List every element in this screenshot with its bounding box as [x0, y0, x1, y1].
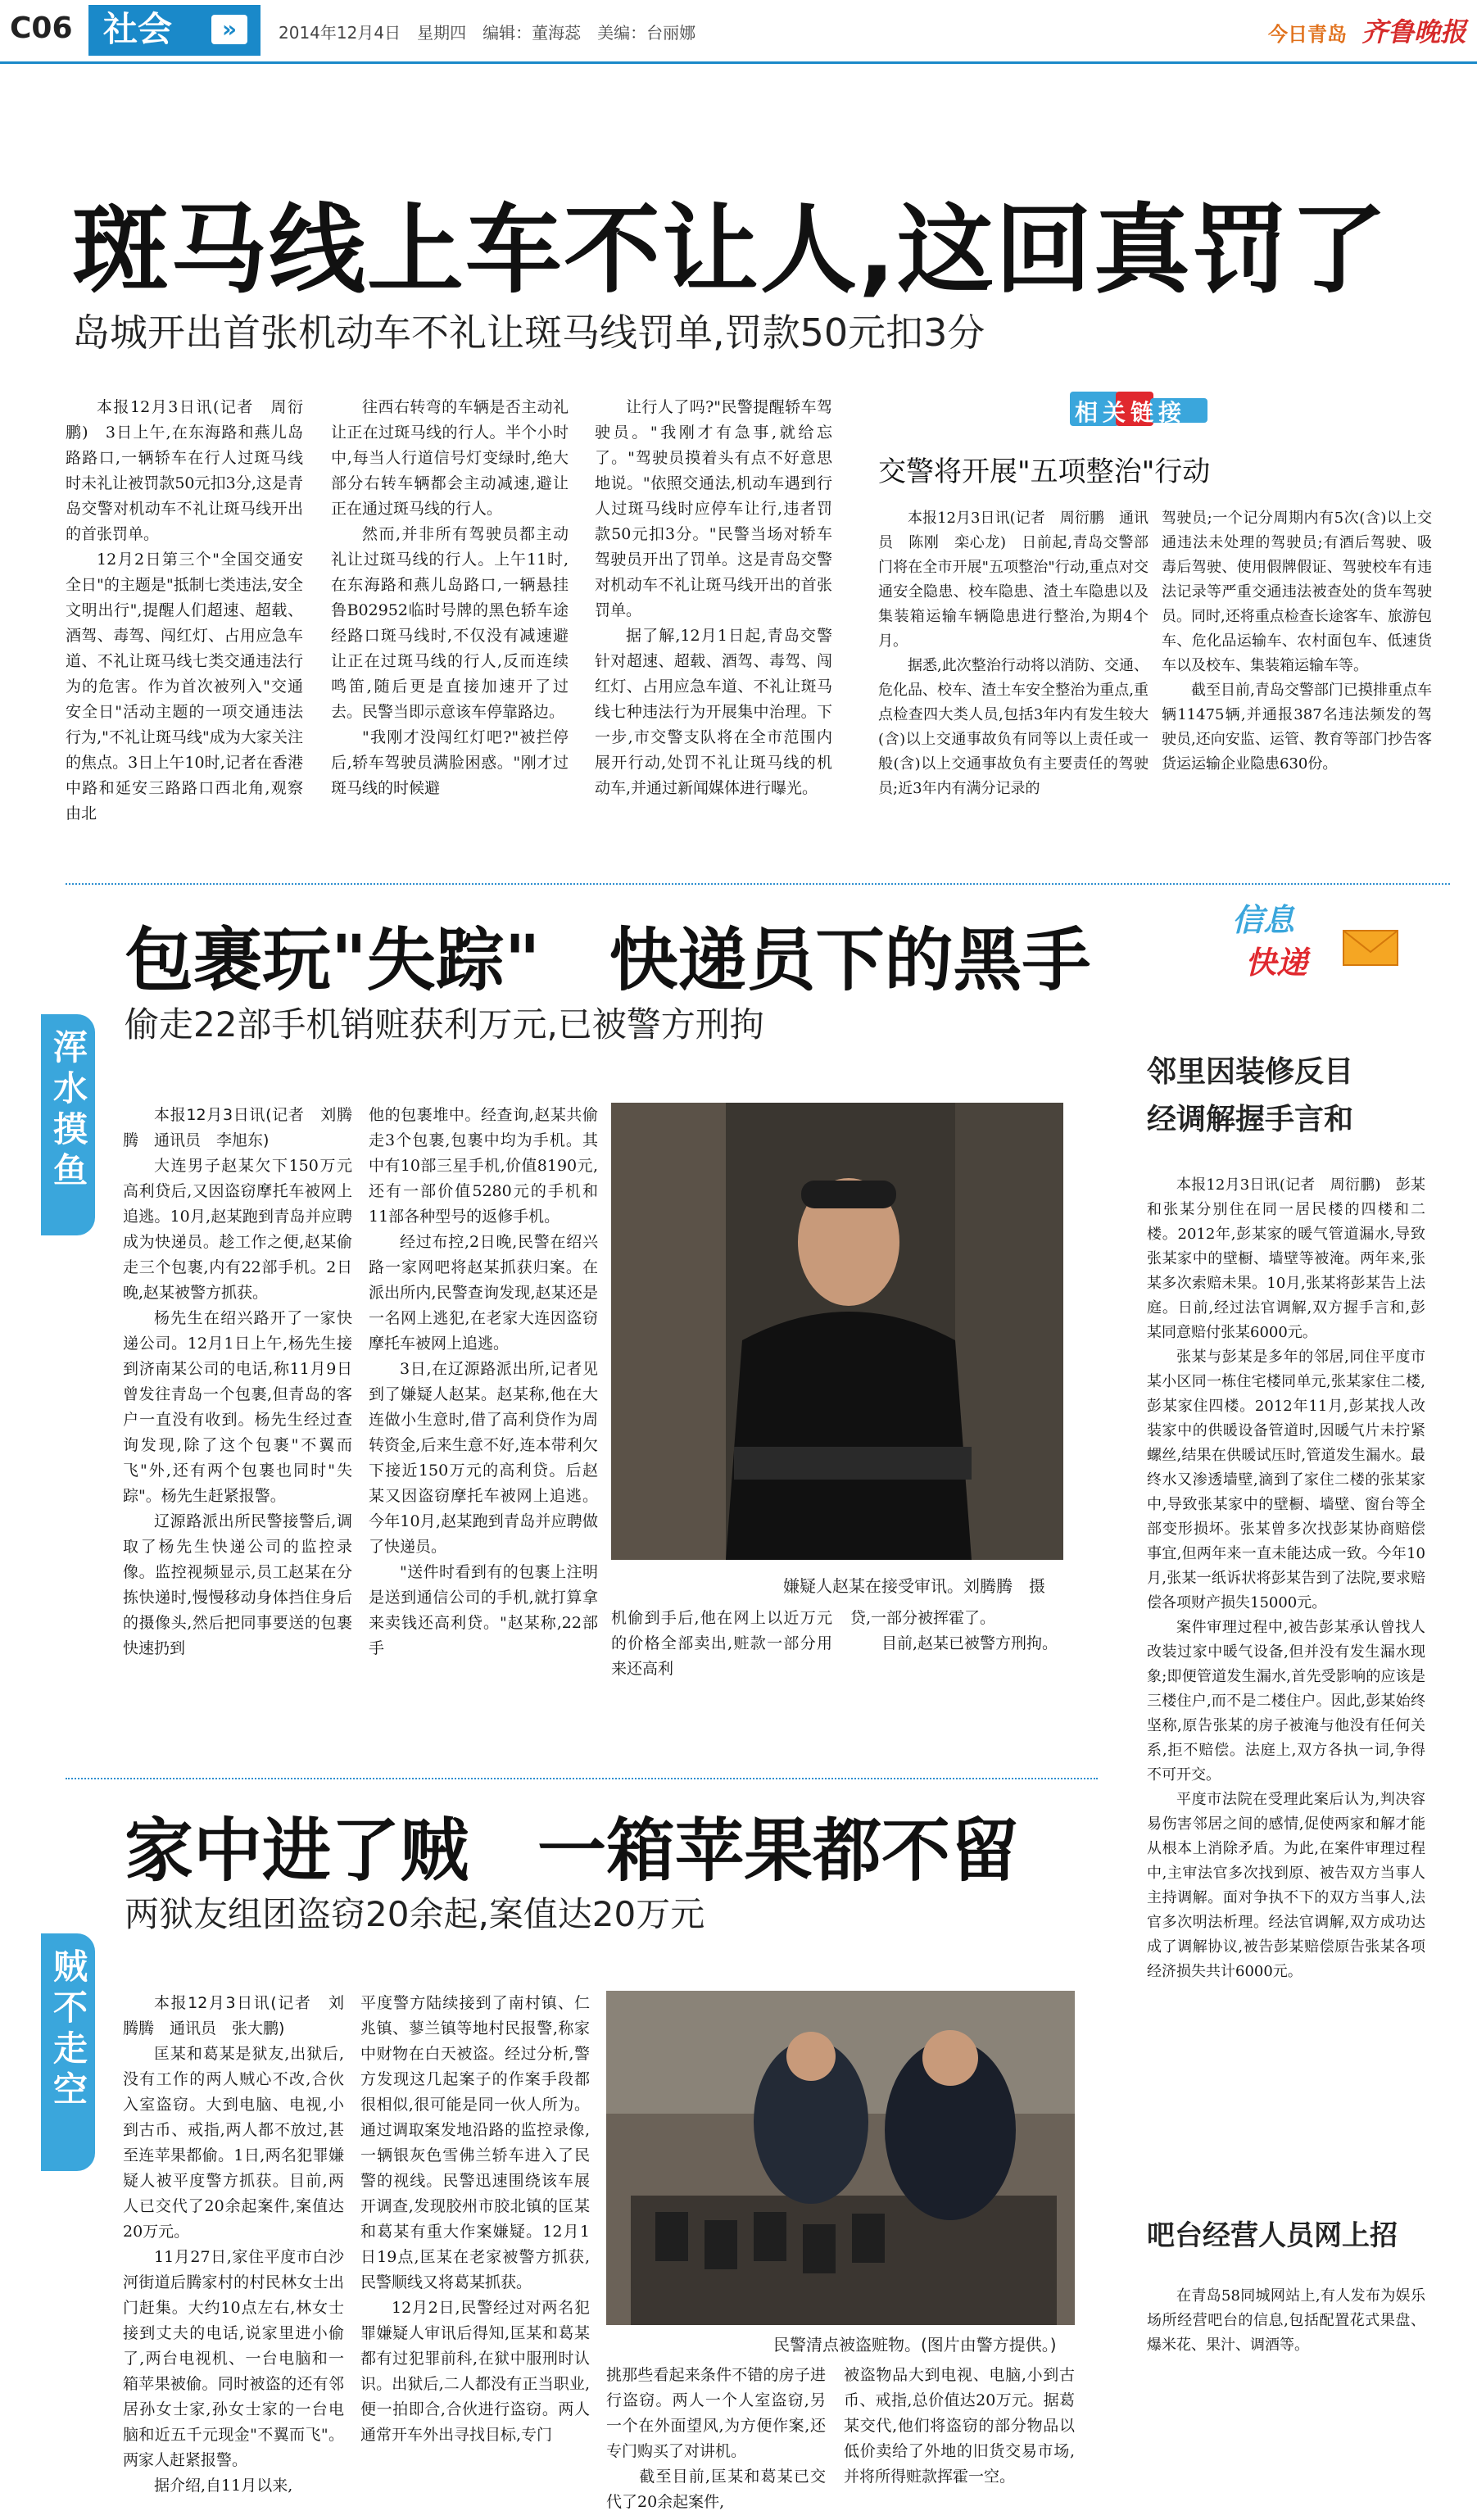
right-story-paragraph: 案件审理过程中,被告彭某承认曾找人改装过家中暖气设备,但并没有发生漏水现象;即便管道发生漏水,首先受影响的应该是三楼住户,而不是二楼住户。因此,彭某始终坚称,原告张某的房子被淹与他没有任何关系,拒不赔偿。法庭上,双方各执一词,争得不可开交。: [1147, 1619, 1425, 1783]
story1-subtitle: 岛城开出首张机动车不礼让斑马线罚单,罚款50元扣3分: [72, 310, 985, 355]
stolen-goods-photo: [606, 1991, 1075, 2325]
story3-paragraph: 匡某和葛某是狱友,出狱后,没有工作的两人贼心不改,合伙入室盗窃。大到电脑、电视,小到古币、戒指,两人都不放过,甚至连苹果都偷。1日,两名犯罪嫌疑人被平度警方抓获。目前,两人已交代了20余起案件,案值达20万元。: [123, 2045, 344, 2241]
page-number: C06: [10, 11, 73, 45]
section-divider: [66, 883, 1450, 885]
story2-paragraph: "送件时看到有的包裹上注明是送到通信公司的手机,就打算拿来卖钱还高利贷。"赵某称,22部手: [369, 1563, 598, 1657]
sidebar-paragraph: 驾驶员;一个记分周期内有5次(含)以上交通违法未处理的驾驶员;有酒后驾驶、吸毒后驾驶、使用假牌假证、驾驶校车有违法记录等严重交通违法被查处的货车驾驶员。同时,还将重点检查长途客车、旅游包车、危化品运输车、农村面包车、低速货车以及校车、集装箱运输车等。: [1162, 510, 1432, 674]
right-story-paragraph: 张某与彭某是多年的邻居,同住平度市某小区同一栋住宅楼同单元,张某家住二楼,彭某家住四楼。2012年11月,彭某找人改装家中的供暖设备管道时,因暖气片未拧紧螺丝,结果在供暖试压时,管道发生漏水。最终水又渗透墙壁,滴到了家住二楼的张某家中,导致张某家中的壁橱、墙壁、窗台等全部变形损坏。张某曾多次找彭某协商赔偿事宜,但两年来一直未能达成一致。今年10月,张某一纸诉状将彭某告到了法院,要求赔偿各项财产损失15000元。: [1147, 1348, 1425, 1611]
stolen-goods-photo-caption: 民警清点被盗赃物。(图片由警方提供。): [773, 2335, 1057, 2355]
ad-note-paragraph: 在青岛58同城网站上,有人发布为娱乐场所经营吧台的信息,包括配置花式果盘、爆米花、果汁、调酒等。: [1147, 2287, 1425, 2354]
story2-column-1: [123, 1103, 352, 1661]
section-arrows-icon: »: [211, 15, 247, 44]
story3-paragraph: 11月27日,家住平度市白沙河街道后腾家村的村民林女士出门赶集。大约10点左右,林女士接到丈夫的电话,说家里进小偷了,两台电视机、一台电脑和一箱苹果被偷。同时被盗的还有邻居孙女士家,孙女士家的一台电脑和近五千元现金"不翼而飞"。两家人赶紧报警。: [123, 2248, 344, 2469]
right-story-title-line-2: 经调解握手言和: [1147, 1103, 1354, 1136]
story2-subtitle: 偷走22部手机销赃获利万元,已被警方刑拘: [125, 1004, 764, 1045]
story3-paragraph: 平度警方陆续接到了南村镇、仁兆镇、蓼兰镇等地村民报警,称家中财物在白天被盗。经过分析,警方发现这几起案子的作案手段都很相似,很可能是同一伙人所为。通过调取案发地沿路的监控录像,一辆银灰色雪佛兰轿车进入了民警的视线。民警迅速围绕该车展开调查,发现胶州市胶北镇的匡某和葛某有重大作案嫌疑。12月1日19点,匡某在老家被警方抓获,民警顺线又将葛某抓获。: [360, 1994, 590, 2291]
story3-side-label: [41, 1933, 95, 2171]
story3-tail-2: 被盗物品大到电视、电脑,小到古币、戒指,总价值达20万元。据葛某交代,他们将盗窃的部分物品以低价卖给了外地的旧货交易市场,并将所得赃款挥霍一空。: [844, 2366, 1075, 2486]
story1-paragraph: 据了解,12月1日起,青岛交警针对超速、超载、酒驾、毒驾、闯红灯、占用应急车道、不礼让斑马线七种违法行为开展集中治理。下一步,市交警支队将在全市范围内展开行动,处罚不礼让斑马线的机动车,并通过新闻媒体进行曝光。: [595, 627, 832, 797]
story2-paragraph: 经过布控,2日晚,民警在绍兴路一家网吧将赵某抓获归案。在派出所内,民警查询发现,赵某还是一名网上逃犯,在老家大连因盗窃摩托车被网上追逃。: [369, 1233, 598, 1353]
story3-column-2: [360, 1991, 590, 2448]
section-divider: [66, 1778, 1098, 1779]
story3-byline: 本报12月3日讯(记者 刘腾腾 通讯员 张大鹏): [123, 1994, 344, 2037]
right-story-paragraph: 平度市法院在受理此案后认为,判决容易伤害邻居之间的感情,促使两家和解才能从根本上消除矛盾。为此,在案件审理过程中,主审法官多次找到原、被告双方当事人主持调解。面对争执不下的双方当事人,法官多次明法析理。经法官调解,双方成功达成了调解协议,被告彭某赔偿原告张某各项经济损失共计6000元。: [1147, 1791, 1425, 1980]
sidebar-paragraph: 据悉,此次整治行动将以消防、交通、危化品、校车、渣土车安全整治为重点,重点检查四大类人员,包括3年内有发生较大(含)以上交通事故负有同等以上责任或一般(含)以上交通事故负有主要责任的驾驶员;近3年内有满分记录的: [878, 657, 1149, 797]
story2-paragraph: 杨先生在绍兴路开了一家快递公司。12月1日上午,杨先生接到济南某公司的电话,称11月9日曾发往青岛一个包裹,但青岛的客户一直没有收到。杨先生经过查询发现,除了这个包裹"不翼而飞"外,还有两个包裹也同时"失踪"。杨先生赶紧报警。: [123, 1309, 352, 1505]
story3-column-1: [123, 1991, 344, 2499]
story1-paragraph: 12月2日第三个"全国交通安全日"的主题是"抵制七类违法,安全文明出行",提醒人们超速、超载、酒驾、毒驾、闯红灯、占用应急车道、不礼让斑马线七类交通违法行为的危害。作为首次被列入"交通安全日"活动主题的一项交通违法行为,"不礼让斑马线"成为大家关注的焦点。3日上午10时,记者在香港中路和延安三路路口西北角,观察由北: [66, 551, 303, 823]
story1-paragraph: 然而,并非所有驾驶员都主动礼让过斑马线的行人。上午11时,在东海路和燕儿岛路口,一辆悬挂鲁B02952临时号牌的黑色轿车途经路口斑马线时,不仅没有减速避让正在过斑马线的行人,反而连续鸣笛,随后更是直接加速开了过去。民警当即示意该车停靠路边。: [331, 525, 569, 721]
story1-column-2: [331, 395, 569, 801]
suspect-photo: [611, 1103, 1063, 1560]
related-link-label: 相关链接: [1075, 399, 1187, 426]
story2-title: 包裹玩"失踪" 快递员下的黑手: [125, 920, 1091, 1000]
sidebar-title: 交警将开展"五项整治"行动: [878, 456, 1211, 488]
ad-note-title: 吧台经营人员网上招: [1147, 2219, 1398, 2252]
story3-tail-1: 挑那些看起来条件不错的房子进行盗窃。两人一个人室盗窃,另一个在外面望风,为方便作案,还专门购买了对讲机。 截至目前,匡某和葛某已交代了20余起案件,: [606, 2366, 826, 2511]
story1-column-3: [595, 395, 832, 801]
right-story-title-line-1: 邻里因装修反目: [1147, 1055, 1354, 1089]
story3-paragraph: 据介绍,自11月以来,: [154, 2477, 293, 2495]
story2-tail-1: 机偷到手后,他在网上以近万元的价格全部卖出,赃款一部分用来还高利: [611, 1609, 832, 1678]
story1-paragraph: 往西右转弯的车辆是否主动礼让正在过斑马线的行人。半个小时中,每当人行道信号灯变绿时,绝大部分右转车辆都会主动减速,避让正在通过斑马线的行人。: [331, 398, 569, 518]
story2-column-2: [369, 1103, 598, 1661]
section-label: 社会: [88, 5, 261, 56]
story2-byline: 本报12月3日讯(记者 刘腾腾 通讯员 李旭东): [123, 1106, 352, 1149]
story3-side-label-text: 贼不走空: [48, 1948, 88, 2112]
header-today: 今日青岛: [1268, 23, 1347, 46]
story3-paragraph: 12月2日,民警经过对两名犯罪嫌疑人审讯后得知,匡某和葛某都有过犯罪前科,在狱中服刑时认识。出狱后,二人都没有正当职业,便一拍即合,合伙进行盗窃。两人通常开车外出寻找目标,专门: [360, 2299, 590, 2444]
right-story-body: [1147, 1173, 1425, 1984]
story2-paragraph: 大连男子赵某欠下150万元高利贷后,又因盗窃摩托车被网上追逃。10月,赵某跑到青岛并应聘成为快递员。趁工作之便,赵某偷走三个包裹,内有22部手机。2日晚,赵某被警方抓获。: [123, 1157, 352, 1302]
page-header: [0, 0, 1477, 64]
story1-paragraph: 本报12月3日讯(记者 周衍鹏) 3日上午,在东海路和燕儿岛路路口,一辆轿车在行人过斑马线时未礼让被罚款50元扣3分,这是青岛交警对机动车不礼让斑马线开出的首张罚单。: [66, 398, 303, 543]
sidebar-column-1: [878, 506, 1149, 801]
related-link-tag: [1065, 383, 1212, 433]
ad-note-body: [1147, 2284, 1425, 2358]
story2-paragraph: 3日,在辽源路派出所,记者见到了嫌疑人赵某。赵某称,他在大连做小生意时,借了高利贷作为周转资金,后来生意不好,连本带利欠下接近150万元的高利贷。后赵某又因盗窃摩托车被网上追逃。今年10月,赵某跑到青岛并应聘做了快递员。: [369, 1360, 598, 1556]
right-story-paragraph: 本报12月3日讯(记者 周衍鹏) 彭某和张某分别住在同一居民楼的四楼和二楼。2012年,彭某家的暖气管道漏水,导致张某家中的壁橱、墙壁等被淹。两年来,张某多次索赔未果。10月,张某将彭某告上法庭。日前,经过法官调解,双方握手言和,彭某同意赔付张某6000元。: [1147, 1176, 1425, 1341]
sidebar-column-2: [1162, 506, 1432, 777]
header-brand-logo: 齐鲁晚报: [1361, 16, 1467, 48]
story2-paragraph: 辽源路派出所民警接警后,调取了杨先生快递公司的监控录像。监控视频显示,员工赵某在分拣快递时,慢慢移动身体挡住身后的摄像头,然后把同事要送的包裹快速扔到: [123, 1512, 352, 1657]
story2-side-label-text: 浑水摸鱼: [48, 1029, 88, 1193]
story1-title: 斑马线上车不让人,这回真罚了: [72, 193, 1389, 306]
stolen-goods-photo-image: [606, 1991, 1075, 2325]
story2-side-label: [41, 1014, 95, 1235]
story2-tail-2: 贷,一部分被挥霍了。 目前,赵某已被警方刑拘。: [850, 1609, 1058, 1652]
story1-column-1: [66, 395, 303, 827]
story3-title: 家中进了贼 一箱苹果都不留: [125, 1811, 1020, 1891]
badge-text-top: 信息: [1232, 902, 1295, 938]
story3-subtitle: 两狱友组团盗窃20余起,案值达20万元: [125, 1894, 705, 1934]
info-express-badge: [1229, 891, 1409, 990]
suspect-photo-caption: 嫌疑人赵某在接受审讯。刘腾腾 摄: [783, 1576, 1045, 1596]
story1-paragraph: "我刚才没闯红灯吧?"被拦停后,轿车驾驶员满脸困惑。"刚才过斑马线的时候避: [331, 728, 569, 797]
suspect-photo-image: [611, 1103, 1063, 1560]
story1-paragraph: 让行人了吗?"民警提醒轿车驾驶员。"我刚才有急事,就给忘了。"驾驶员摸着头有点不好意思地说。"依照交通法,机动车遇到行人过斑马线时应停车让行,违者罚款50元扣3分。"民警当场对轿车驾驶员开出了罚单。这是青岛交警对机动车不礼让斑马线开出的首张罚单。: [595, 398, 832, 619]
badge-text-bottom: 快递: [1245, 945, 1308, 981]
sidebar-paragraph: 本报12月3日讯(记者 周衍鹏 通讯员 陈刚 栾心龙) 日前起,青岛交警部门将在全市开展"五项整治"行动,重点对交通安全隐患、校车隐患、渣土车隐患以及集装箱运输车辆隐患进行整治,为期4个月。: [878, 510, 1149, 650]
sidebar-paragraph: 截至目前,青岛交警部门已摸排重点车辆11475辆,并通报387名违法频发的驾驶员,还向安监、运管、教育等部门抄告客货运运输企业隐患630份。: [1162, 682, 1432, 773]
story2-paragraph: 他的包裹堆中。经查询,赵某共偷走3个包裹,包裹中均为手机。其中有10部三星手机,价值8190元,还有一部价值5280元的手机和11部各种型号的返修手机。: [369, 1106, 598, 1226]
header-meta: 2014年12月4日 星期四 编辑：董海蕊 美编：台丽娜: [279, 23, 696, 43]
